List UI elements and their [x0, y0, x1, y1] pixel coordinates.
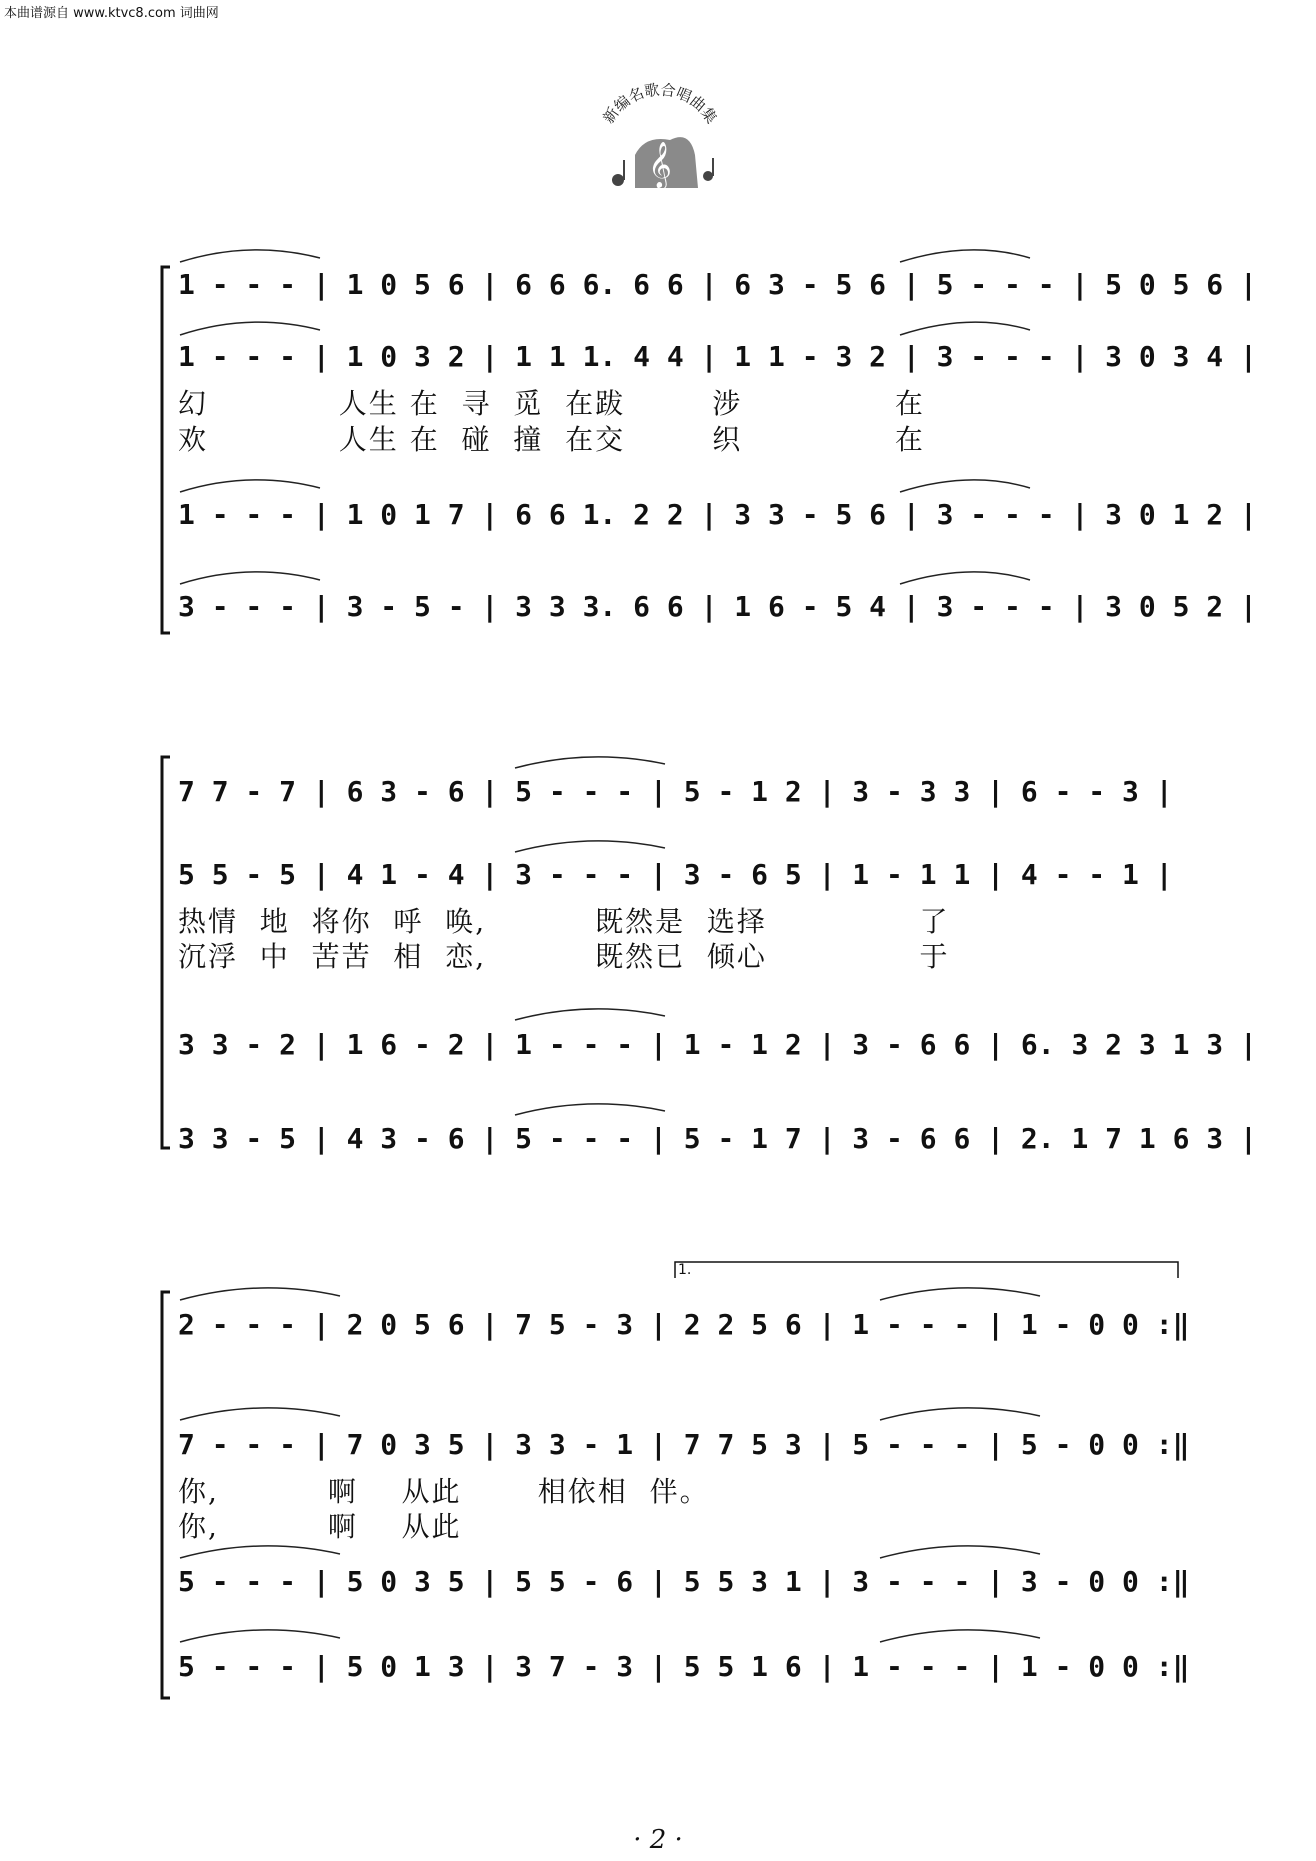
- part-bass: 3 - - - | 3 - 5 - | 3 3 3. 6 6 | 1 6 - 5 4 | 3 - - - | 3 0 5 2 |: [178, 590, 1257, 623]
- part-bass: 3 3 - 5 | 4 3 - 6 | 5 - - - | 5 - 1 7 | 3 - 6 6 | 2. 1 7 1 6 3 |: [178, 1122, 1257, 1155]
- part-bass: 5 - - - | 5 0 1 3 | 3 7 - 3 | 5 5 1 6 | 1 - - - | 1 - 0 0 :‖: [178, 1650, 1190, 1683]
- part-tenor: 5 - - - | 5 0 3 5 | 5 5 - 6 | 5 5 3 1 | 3 - - - | 3 - 0 0 :‖: [178, 1565, 1190, 1598]
- part-alto: 5 5 - 5 | 4 1 - 4 | 3 - - - | 3 - 6 5 | 1 - 1 1 | 4 - - 1 |: [178, 858, 1173, 891]
- page-number: · 2 ·: [633, 1825, 683, 1855]
- logo-text: 新编名歌合唱曲集: [599, 80, 721, 127]
- part-tenor: 3 3 - 2 | 1 6 - 2 | 1 - - - | 1 - 1 2 | 3 - 6 6 | 6. 3 2 3 1 3 |: [178, 1028, 1257, 1061]
- part-soprano: 1 - - - | 1 0 5 6 | 6 6 6. 6 6 | 6 3 - 5 6 | 5 - - - | 5 0 5 6 |: [178, 268, 1257, 301]
- part-soprano: 2 - - - | 2 0 5 6 | 7 5 - 3 | 2 2 5 6 | 1 - - - | 1 - 0 0 :‖: [178, 1308, 1190, 1341]
- lyric-verse-1: 幻 人生 在 寻 觅 在跋 涉 在: [178, 387, 925, 420]
- part-alto: 7 - - - | 7 0 3 5 | 3 3 - 1 | 7 7 5 3 | 5 - - - | 5 - 0 0 :‖: [178, 1428, 1190, 1461]
- lyric-verse-2: 沉浮 中 苦苦 相 恋, 既然已 倾心 于: [178, 940, 950, 973]
- lyric-verse-1: 热情 地 将你 呼 唤, 既然是 选择 了: [178, 905, 950, 938]
- volta-label: 1.: [678, 1262, 692, 1278]
- part-alto: 1 - - - | 1 0 3 2 | 1 1 1. 4 4 | 1 1 - 3 2 | 3 - - - | 3 0 3 4 |: [178, 340, 1257, 373]
- lyric-verse-1: 你, 啊 从此 相依相 伴。: [178, 1475, 710, 1508]
- source-note: 本曲谱源自 www.ktvc8.com 词曲网: [4, 6, 219, 21]
- part-soprano: 7 7 - 7 | 6 3 - 6 | 5 - - - | 5 - 1 2 | 3 - 3 3 | 6 - - 3 |: [178, 775, 1173, 808]
- part-tenor: 1 - - - | 1 0 1 7 | 6 6 1. 2 2 | 3 3 - 5 6 | 3 - - - | 3 0 1 2 |: [178, 498, 1257, 531]
- lyric-verse-2: 欢 人生 在 碰 撞 在交 织 在: [178, 423, 925, 456]
- lyric-verse-2: 你, 啊 从此: [178, 1510, 462, 1543]
- svg-text:𝄞: 𝄞: [648, 142, 672, 188]
